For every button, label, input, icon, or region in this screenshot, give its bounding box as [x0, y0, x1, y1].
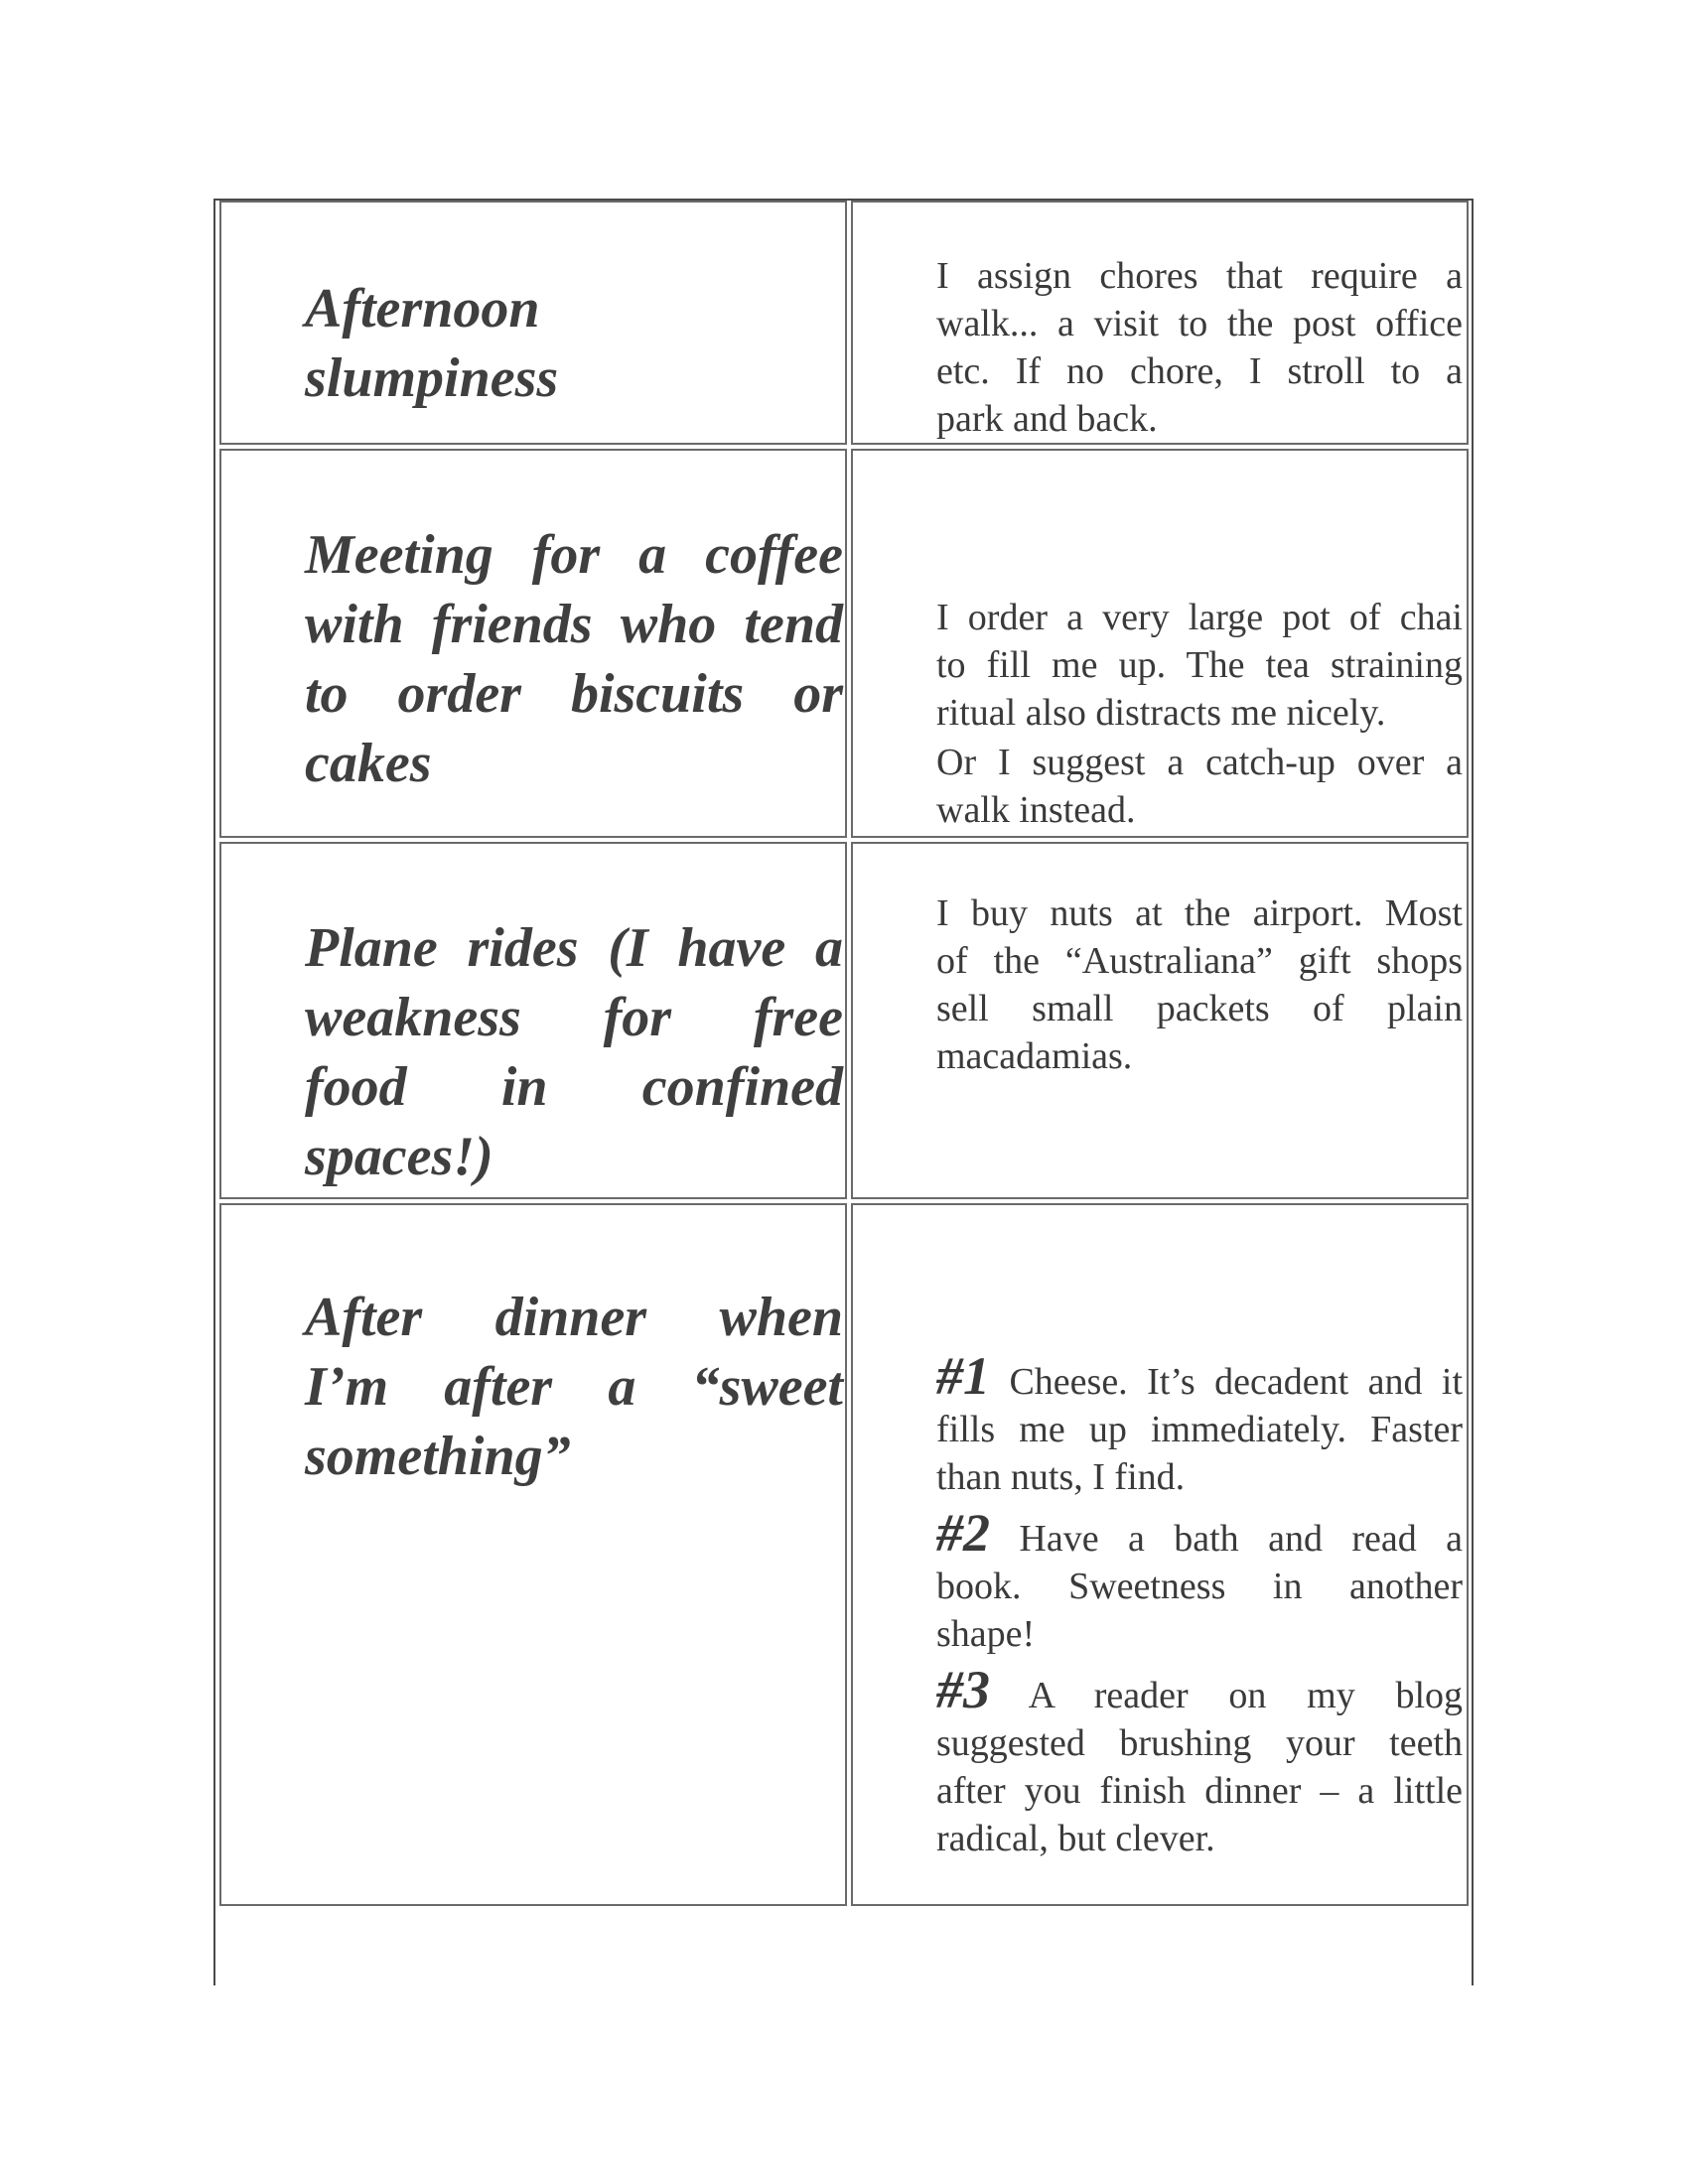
tip-first-line — [936, 1346, 1464, 1406]
situation-line: Afternoon — [305, 278, 540, 340]
situation-line: Plane rides (I have a — [305, 917, 843, 979]
strategy-text — [936, 252, 1463, 443]
tip-line: after you finish dinner – a little — [936, 1770, 1463, 1812]
strategy-line: Or I suggest a catch-up over a — [936, 742, 1463, 783]
tip-item — [936, 1346, 1464, 1501]
table-row-3-situation-cell — [219, 842, 847, 1199]
situation-line: Meeting for a coffee — [305, 524, 843, 586]
situation-line: spaces!) — [305, 1126, 493, 1187]
table-row-3-strategy-cell — [851, 842, 1469, 1199]
situation-line: food in confined — [305, 1056, 843, 1118]
table-row-2-strategy-cell — [851, 449, 1469, 838]
tip-line: book. Sweetness in another — [936, 1566, 1463, 1607]
situation-line: weakness for free — [305, 987, 843, 1048]
situation-text — [305, 274, 845, 413]
strategy-line: ritual also distracts me nicely. — [936, 692, 1386, 734]
tip-text: A reader on my blog — [1028, 1675, 1463, 1716]
situation-line: to order biscuits or — [305, 663, 843, 725]
tip-text: Have a bath and read a — [1019, 1518, 1463, 1560]
strategy-line: etc. If no chore, I stroll to a — [936, 350, 1463, 392]
situation-line: I’m after a “sweet — [305, 1356, 843, 1418]
table-row-2-situation-cell — [219, 449, 847, 838]
table-row-4-strategy-cell — [851, 1203, 1469, 1906]
situation-text — [305, 520, 845, 798]
tip-first-line — [936, 1660, 1463, 1719]
situation-line: slumpiness — [305, 347, 559, 409]
strategy-line: walk instead. — [936, 789, 1136, 831]
table-row-1-strategy-cell — [851, 201, 1469, 445]
strategy-line: I order a very large pot of chai — [936, 597, 1463, 638]
table-left-border — [213, 199, 215, 1985]
tip-number: #1 — [936, 1346, 990, 1406]
tip-text: Cheese. It’s decadent and it — [1009, 1361, 1464, 1403]
situation-text — [305, 1283, 845, 1491]
tip-line: than nuts, I find. — [936, 1456, 1186, 1498]
tip-first-line — [936, 1503, 1463, 1563]
tip-line: suggested brushing your teeth — [936, 1722, 1463, 1764]
strategy-line: I assign chores that require a — [936, 255, 1463, 297]
tip-line: fills me up immediately. Faster — [936, 1409, 1463, 1450]
strategy-line: park and back. — [936, 398, 1158, 440]
situation-text — [305, 913, 845, 1191]
strategy-line: walk... a visit to the post office — [936, 303, 1463, 344]
tip-number: #3 — [936, 1660, 990, 1719]
strategy-line: I buy nuts at the airport. Most — [936, 892, 1463, 934]
table-row-1-situation-cell — [219, 201, 847, 445]
strategy-text — [936, 594, 1463, 834]
strategy-line: to fill me up. The tea straining — [936, 644, 1463, 686]
table-row-4-situation-cell — [219, 1203, 847, 1906]
tip-item — [936, 1503, 1463, 1658]
strategy-line: of the “Australiana” gift shops — [936, 940, 1463, 982]
tip-item — [936, 1660, 1463, 1862]
tip-number: #2 — [936, 1503, 990, 1563]
table-right-border — [1472, 199, 1474, 1985]
situation-line: something” — [305, 1426, 571, 1487]
strategy-line: macadamias. — [936, 1035, 1133, 1077]
situation-line: After dinner when — [305, 1287, 843, 1348]
tip-line: shape! — [936, 1613, 1036, 1655]
situation-line: cakes — [305, 733, 432, 794]
strategy-text — [936, 1346, 1464, 1862]
situation-line: with friends who tend — [305, 594, 843, 655]
tip-line: radical, but clever. — [936, 1818, 1215, 1859]
strategy-text — [936, 889, 1463, 1080]
strategy-line: sell small packets of plain — [936, 988, 1463, 1029]
